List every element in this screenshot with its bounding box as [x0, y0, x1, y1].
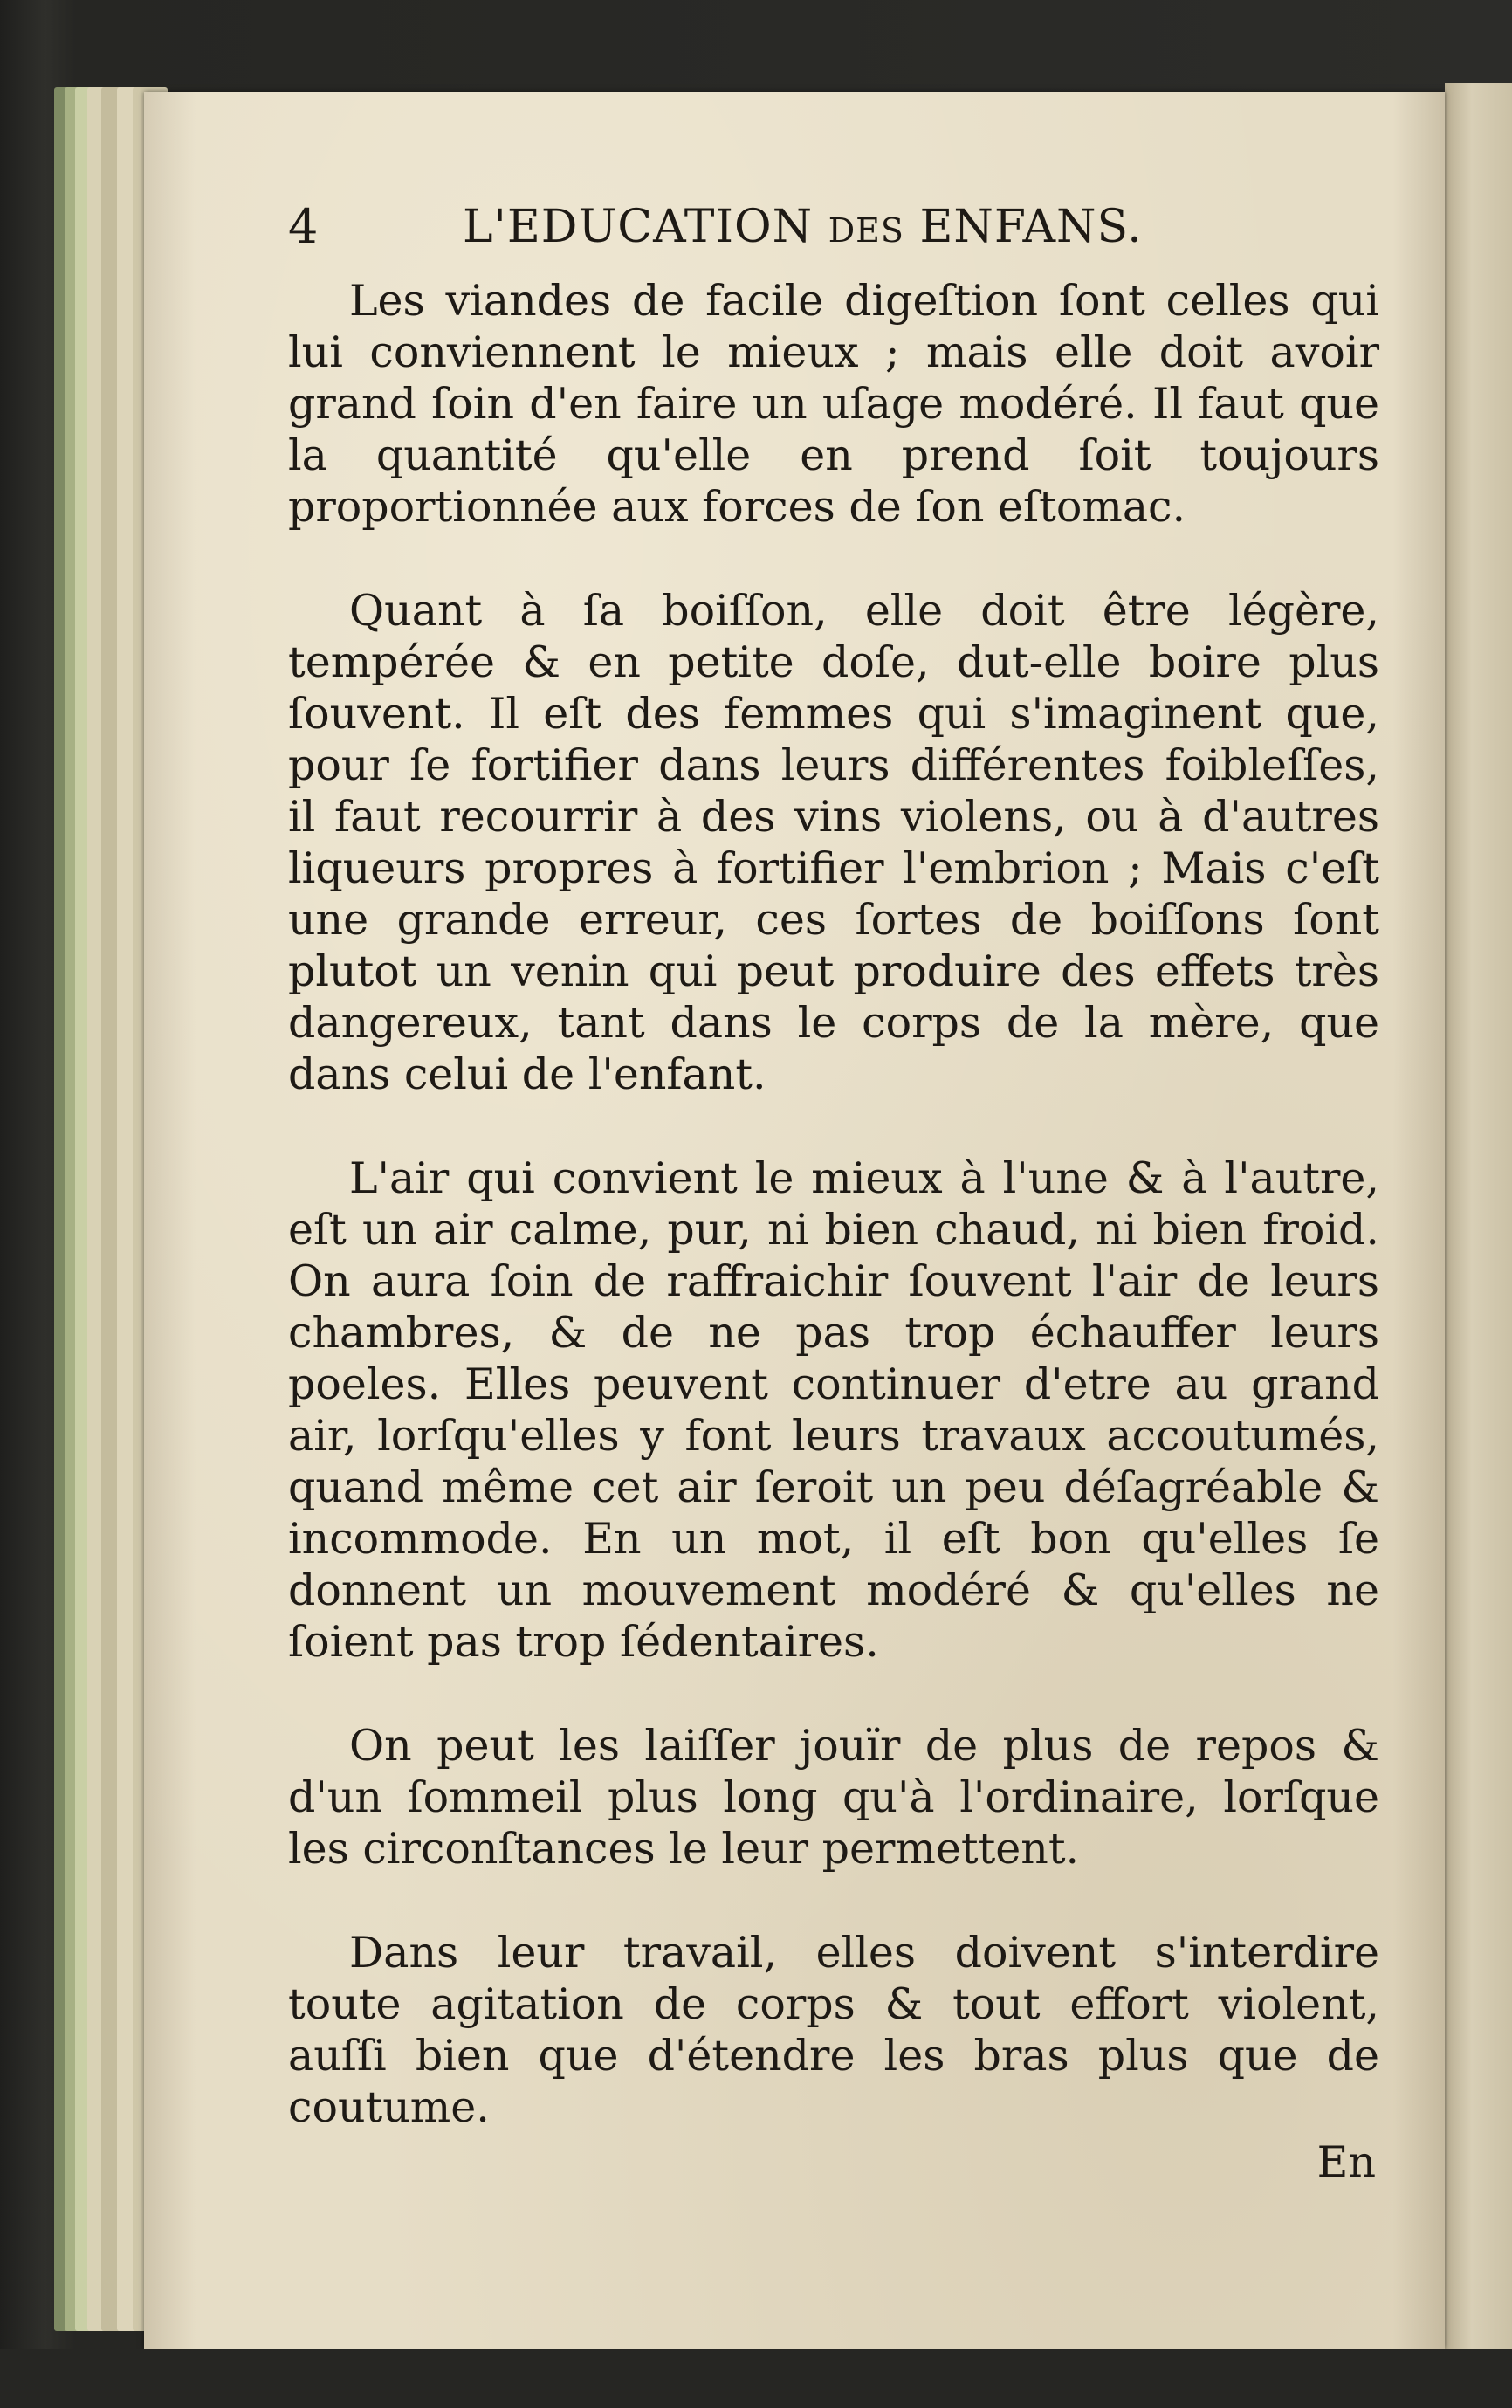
page-text — [288, 196, 1379, 2188]
paragraph-1: Les viandes de facile digeſtion ſont celles qui lui conviennent le mieux ; mais elle doit avoir grand ſoin d'en faire un uſage modéré. Il faut que la quantité qu'elle en prend ſoit toujours proportionnée aux forces de ſon eſtomac. — [288, 276, 1379, 532]
paragraph-5: Dans leur travail, elles doivent s'interdire toute agitation de corps & tout effort violent, auſſi bien que d'étendre les bras plus que de coutume. — [288, 1928, 1379, 2132]
page-number: 4 — [288, 199, 320, 254]
scan-bottom-border — [0, 2349, 1512, 2408]
running-title-small-caps: DES — [828, 211, 904, 250]
paragraph-4: On peut les laiſſer jouïr de plus de repos & d'un ſommeil plus long qu'à l'ordinaire, lorſque les circonſtances le leur permettent. — [288, 1721, 1379, 1874]
paragraph-2: Quant à ſa boiſſon, elle doit être légère, tempérée & en petite doſe, dut-elle boire plus ſouvent. Il eſt des femmes qui s'imaginent que, pour ſe fortifier dans leurs différentes foibleſſes, il faut recourrir à des vins violens, ou à d'autres liqueurs propres à fortifier l'embrion ; Mais c'eſt une grande erreur, ces ſortes de boiſſons ſont plutot un venin qui peut produire des effets très dangereux, tant dans le corps de la mère, que dans celui de l'enfant. — [288, 586, 1379, 1099]
running-title-main: L'EDUCATION — [463, 201, 814, 253]
running-title — [463, 196, 1143, 261]
running-head — [288, 196, 1379, 275]
running-title-end: ENFANS. — [919, 201, 1143, 253]
paragraph-3: L'air qui convient le mieux à l'une & à l'autre, eſt un air calme, pur, ni bien chaud, ni bien froid. On aura ſoin de raffraichir ſouvent l'air de leurs chambres, & de ne pas trop échauffer leurs poeles. Elles peuvent continuer d'etre au grand air, lorſqu'elles y font leurs travaux accoutumés, quand même cet air ſeroit un peu déſagréable & incommode. En un mot, il eſt bon qu'elles ſe donnent un mouvement modéré & qu'elles ne ſoient pas trop ſédentaires. — [288, 1153, 1379, 1667]
catchword: En — [1316, 2137, 1376, 2187]
next-leaf-edge — [1445, 83, 1512, 2349]
